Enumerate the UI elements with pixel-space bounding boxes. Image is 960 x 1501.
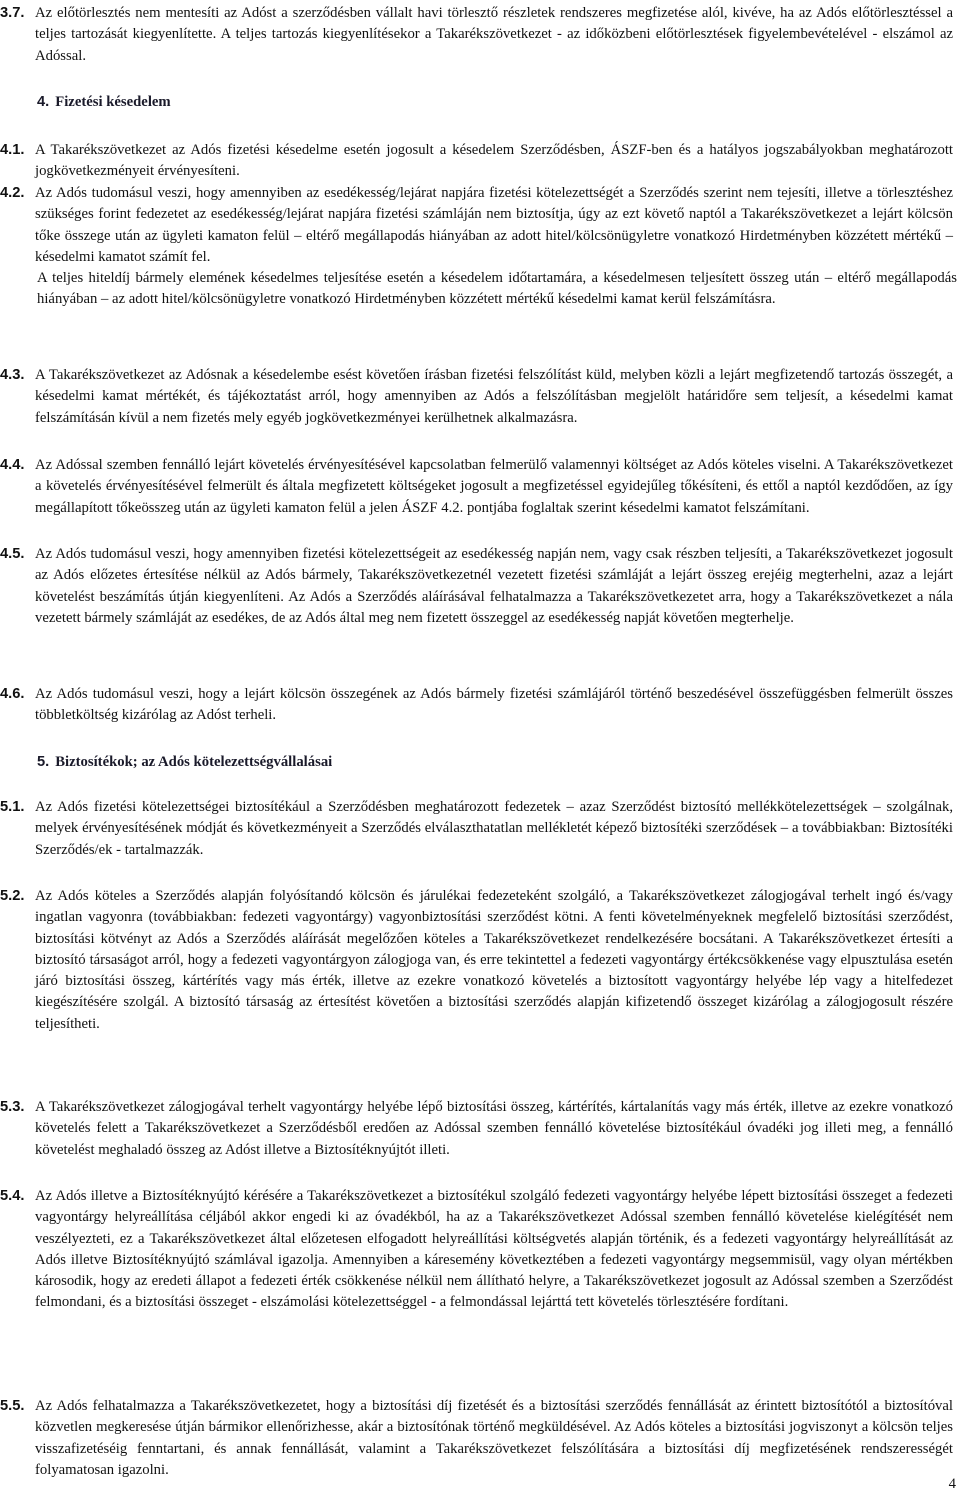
paragraph-text: Az Adós tudomásul veszi, hogy a lejárt kölcsön összegének az Adós bármely fizetési számlájáról történő beszedésével összefüggésben felmerült összes többletköltség kizárólag az Adóst terheli.: [35, 686, 953, 724]
paragraph-5-4: [0, 1186, 957, 1314]
paragraph-4-5: [0, 544, 957, 629]
paragraph-text: Az Adós felhatalmazza a Takarékszövetkezetet, hogy a biztosítási díj fizetését és a biztosítási szerződés fennállását az érintett biztosítótól a biztosítóval közvetlen megkeresése útján bármikor ellenőrizhesse, akár a biztosítónak történő megküldésével. Az Adós köteles a biztosítási jogviszonyt a kölcsön teljes visszafizetéséig fenntartani, és annak fennállását, valamint a Takarékszövetkezet felszólítására a biztosítási díj megfizetésének rendszerességét folyamatosan igazolni.: [35, 1398, 953, 1478]
paragraph-number: 5.4.: [0, 1188, 25, 1204]
paragraph-text: A Takarékszövetkezet zálogjogával terhelt vagyontárgy helyébe lépő biztosítási összeg, kártérítés, kártalanítás vagy más érték, illetve az ezekre vonatkozó követelés felett a Takarékszövetkezet a Szerződésből eredően az Adóssal szemben fennálló követelése biztosítékául óvadéki jog illeti meg, a fennálló követelést meghaladó összeg az Adóst illetve a Biztosítéknyújtót illeti.: [35, 1099, 953, 1158]
paragraph-number: 4.5.: [0, 546, 25, 562]
page-number: 4: [948, 1475, 956, 1492]
paragraph-text: Az Adós tudomásul veszi, hogy amennyiben fizetési kötelezettségeit az esedékesség napján nem, vagy csak részben teljesíti, a Takarékszövetkezet jogosult az Adós előzetes értesítése nélkül az Adós bármely, Takarékszövetkezetnél vezetett fizetési számláját a lejárt összeg erejéig megterhelni, azaz a lejárt követelést beszámítás útján kiegyenlíteni. Az Adós a Szerződés aláírásával felhatalmazza a Takarékszövetkezetet arra, hogy a Takarékszövetkezet a nála vezetett bármely számláját az esedékes, de az Adós által meg nem fizetett összeggel az esedékesség napját követően megterhelje.: [35, 546, 953, 626]
heading-number: 4.: [37, 94, 50, 110]
heading-title: Fizetési késedelem: [55, 94, 171, 110]
paragraph-5-2: [0, 886, 957, 1035]
paragraph-number: 4.6.: [0, 686, 25, 702]
section-heading-5: [37, 752, 332, 773]
paragraph-text: Az előtörlesztés nem mentesíti az Adóst a szerződésben vállalt havi törlesztő részletek rendszeres megfizetése alól, kivéve, ha az Adós előtörlesztéssel a teljes tartozását kiegyenlítette. A teljes tartozás kiegyenlítésekor a Takarékszövetkezet - az időközbeni előtörlesztések figyelembevételével - elszámol az Adóssal.: [35, 5, 953, 64]
paragraph-number: 5.3.: [0, 1099, 25, 1115]
paragraph-4-6: [0, 684, 957, 727]
paragraph-text: Az Adós tudomásul veszi, hogy amennyiben az esedékesség/lejárat napjára fizetési kötelezettségét a Szerződés szerint nem tejesíti, illetve a törlesztéshez szükséges forint fedezetet az esedékesség/lejárat napjára fizetési számláján nem biztosítja, úgy az ezt követő naptól a Takarékszövetkezet a lejárt kölcsön tőke összege után az ügyleti kamaton felül – eltérő megállapodás hiányában az adott hitel/kölcsönügyletre vonatkozó Hirdetményben közzétett mértékű – késedelmi kamatot számít fel.: [35, 185, 953, 265]
paragraph-number: 4.3.: [0, 367, 25, 383]
paragraph-text-continued: A teljes hiteldíj bármely elemének késedelmes teljesítése esetén a késedelem időtartamára, a késedelmesen teljesített összeg után – eltérő megállapodás hiányában – az adott hitel/kölcsönügyletre vonatkozó Hirdetményben közzétett mértékű késedelmi kamat kerül felszámításra.: [37, 270, 957, 308]
paragraph-5-3: [0, 1097, 957, 1161]
paragraph-text: Az Adóssal szemben fennálló lejárt követelés érvényesítésével kapcsolatban felmerülő valamennyi költséget az Adós köteles viselni. A Takarékszövetkezet a követelés érvényesítésével felmerült és általa megfizetett költségeket jogosult a megfizetéssel egyidejűleg tőkésíteni, és ettől a naptól kezdődően, az így megállapított tőkeösszeg után az ügyleti kamaton felül a jelen ÁSZF 4.2. pontjába foglaltak szerint késedelmi kamatot felszámítani.: [35, 457, 953, 516]
section-heading-4: [37, 92, 171, 113]
heading-number: 5.: [37, 754, 50, 770]
paragraph-4-2: [0, 183, 957, 311]
paragraph-number: 5.2.: [0, 888, 25, 904]
heading-title: Biztosítékok; az Adós kötelezettségvállalásai: [55, 754, 333, 770]
paragraph-number: 4.4.: [0, 457, 25, 473]
paragraph-5-1: [0, 797, 957, 861]
paragraph-3-7: [0, 3, 957, 67]
paragraph-text: Az Adós fizetési kötelezettségei biztosítékául a Szerződésben meghatározott fedezetek – azaz Szerződést biztosító mellékkötelezettségek – szolgálnak, melyek érvényesítésének módját és következményeit a Szerződés elválaszthatatlan mellékletét képező biztosítéki szerződések – a továbbiakban: Biztosítéki Szerződés/ek - tartalmazzák.: [35, 799, 953, 858]
paragraph-text: A Takarékszövetkezet az Adósnak a késedelembe esést követően írásban fizetési felszólítást küld, melyben közli a lejárt megfizetendő tartozás összegét, a késedelmi kamat mértékét, és tájékoztatást arról, hogy amennyiben az Adós a felszólításban megjelölt határidőre sem teljesít, a késedelmi kamat felszámításán kívül a nem fizetés mely egyéb jogkövetkezményei kerülhetnek alkalmazásra.: [35, 367, 953, 426]
paragraph-text: Az Adós köteles a Szerződés alapján folyósítandó kölcsön és járulékai fedezeteként szolgáló, a Takarékszövetkezet zálogjogával terhelt ingó és/vagy ingatlan vagyonra (továbbiakban: fedezeti vagyontárgy) vagyonbiztosítási szerződést kötni. A fenti követelményeknek megfelelő biztosítási szerződést, biztosítási kötvényt az Adós a Szerződés aláírását megelőzően köteles a Takarékszövetkezet rendelkezésére bocsátani. A Takarékszövetkezet értesíti a biztosító társaságot arról, hogy a fedezeti vagyontárgyon zálogjoga van, és erre tekintettel a fedezeti vagyontárgy értékcsökkenése vagy elpusztulása esetén járó biztosítási összeg, kártérítés vagy más érték, illetve az ezekre vonatkozó követelés a biztosított vagyontárgy helyébe lép vagy a hitelfedezet kiegészítésére szolgál. A biztosító társaság az értesítést követően a biztosítási szerződés alapján kifizetendő összeget kizárólag a zálogjogosult részére teljesítheti.: [35, 888, 953, 1032]
paragraph-4-4: [0, 455, 957, 519]
paragraph-number: 5.1.: [0, 799, 25, 815]
paragraph-number: 4.2.: [0, 185, 25, 201]
paragraph-4-1: [0, 140, 957, 183]
paragraph-number: 4.1.: [0, 142, 25, 158]
paragraph-text: A Takarékszövetkezet az Adós fizetési késedelme esetén jogosult a késedelem Szerződésben, ÁSZF-ben és a hatályos jogszabályokban meghatározott jogkövetkezményeit érvényesíteni.: [35, 142, 953, 180]
paragraph-number: 3.7.: [0, 5, 25, 21]
paragraph-4-3: [0, 365, 957, 429]
paragraph-5-5: [0, 1396, 957, 1481]
paragraph-text: Az Adós illetve a Biztosítéknyújtó kérésére a Takarékszövetkezet a biztosítékul szolgáló fedezeti vagyontárgy helyébe lépett biztosítási összeget a fedezeti vagyontárgy helyreállítása céljából akkor engedi ki az óvadékból, ha az a Takarékszövetkezet Adóssal szemben fennálló követelése kielégítését nem veszélyezteti, ez a Takarékszövetkezet által előzetesen elfogadott helyreállítási költségvetés alapján történik, és a fedezeti vagyontárgy helyreállítását az Adós illetve Biztosítéknyújtó számlával igazolja. Amennyiben a káresemény következtében a fedezeti vagyontárgy megsemmisül, vagy olyan mértékben károsodik, hogy az eredeti állapot a fedezeti érték csökkenése nélkül nem állítható helyre, a Takarékszövetkezet jogosult az Adóssal szemben a Szerződést felmondani, és a biztosítási összeget - elszámolási kötelezettséggel - a felmondással lejárttá tett követelés törlesztésére fordítani.: [35, 1188, 953, 1311]
paragraph-number: 5.5.: [0, 1398, 25, 1414]
